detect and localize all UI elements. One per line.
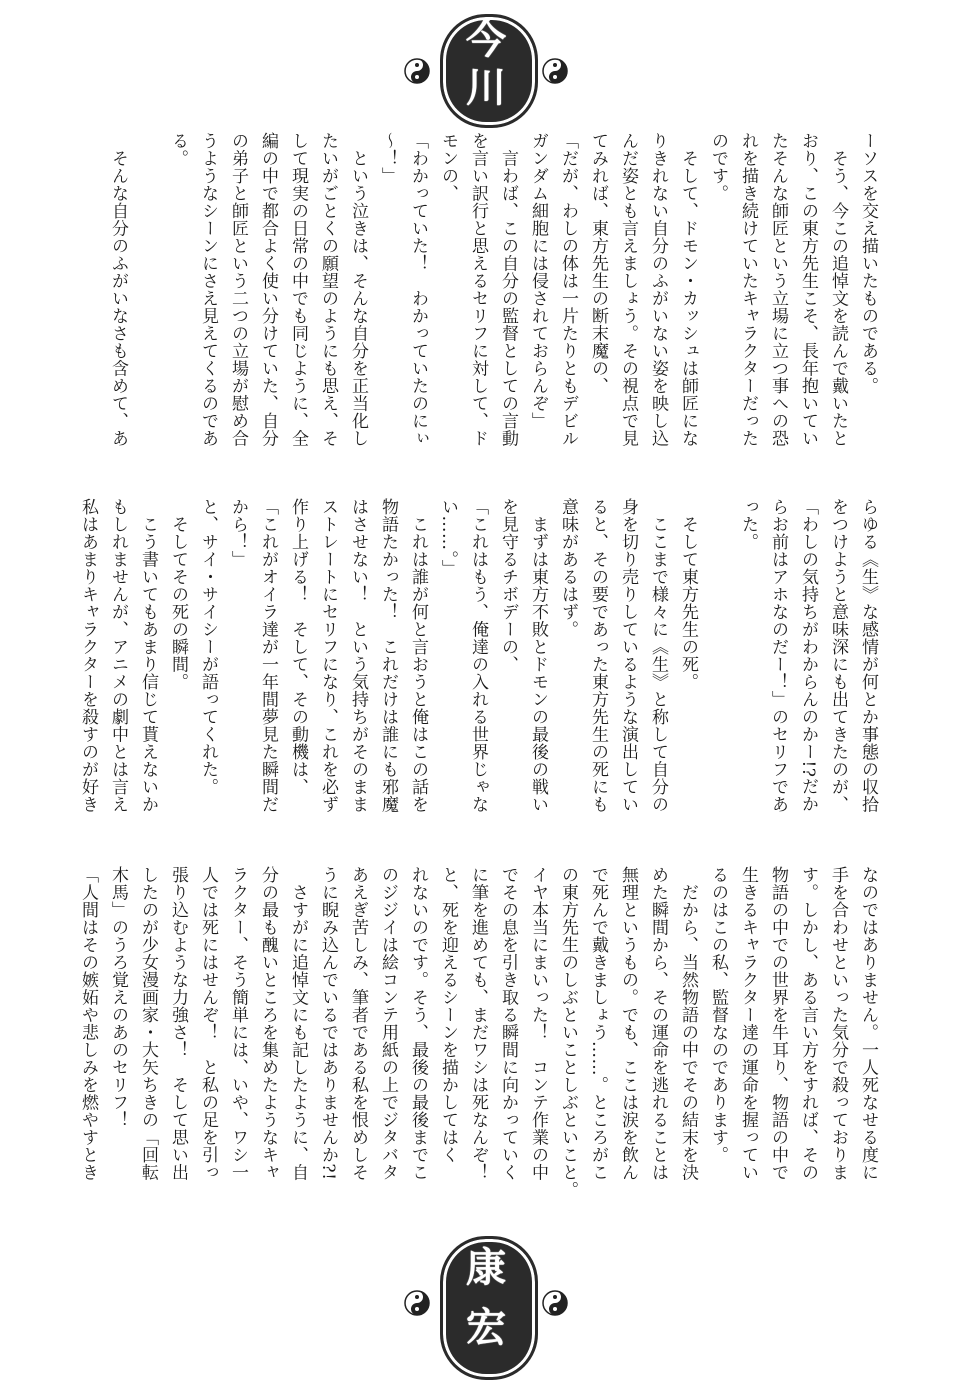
seal-char-2: 川 <box>466 65 506 111</box>
yin-yang-icon <box>542 1290 568 1316</box>
yin-yang-icon <box>542 58 568 84</box>
seal-char-1: 康 <box>466 1245 506 1291</box>
text-block-lower: なのではありません。一人死なせる度に 手を合わせといった気分で殺っておりま す。しかし、ある言い方をすれば、その 物語の中での世界を牛耳り、物語の中で 生きるキャラクター達の運命を握ってい るのはこの私、監督なのであります。 だから、当然物語の中でその結末を決 めた瞬間から、その運命を逃れることは 無理というもの。でも、ここは涙を飲ん で死んで戴きましょう……。ところがこ の東方先生のしぶといことしぶといこと。 イヤ本当にまいった！ コンテ作業の中 でその息を引き取る瞬間に向かっていく に筆を進めても、まだワシは死なんぞ！ と、死を迎えるシーンを描かしてはく れないのです。そう、最後の最後までこ のジジイは絵コンテ用紙の上でジタバタ あえぎ苦しみ、筆者である私を恨めしそ うに睨み込んでいるではありませんか?! さすがに追悼文にも記したように、自 分の最も醜いところを集めたようなキャ ラクター、そう簡単には、いや、ワシ一 人では死にはせんぞ！ と私の足を引っ 張り込むような力強さ！ そして思い出 したのが少女漫画家・大矢ちきの「回転 木馬」のうろ覚えのあのセリフ！ 「人間はその嫉妬や悲しみを燃やすとき <box>78 866 878 1199</box>
author-seal-top <box>404 10 568 130</box>
author-seal-bottom <box>404 1232 568 1382</box>
text-block-middle: らゆる《生》な感情が何とか事態の収拾 をつけようと意味深にも出てきたのが、 「わしの気持ちがわからんのかー!?だか らお前はアホなのだー！」のセリフであ った。 そして東方先生の死。 ここまで様々に《生》と称して自分の 身を切り売りしているような演出してい ると、その要であった東方先生の死にも 意味があるはず。 まずは東方不敗とドモンの最後の戦い を見守るチボデーの、 「これはもう、俺達の入れる世界じゃな い……。」 これは誰が何と言おうと俺はこの話を 物語たかった！ これだけは誰にも邪魔 はさせない！ という気持ちがそのまま ストレートにセリフになり、これを必ず 作り上げる！ そして、その動機は、 「これがオイラ達が一年間夢見た瞬間だ から！」 と、サイ・サイシーが語ってくれた。 そしてその死の瞬間。 こう書いてもあまり信じて貰えないか もしれませんが、アニメの劇中とは言え 私はあまりキャラクターを殺すのが好き <box>78 498 878 813</box>
text-block-upper: ーソスを交え描いたものである。 そう、今この追悼文を読んで戴いたと おり、この東方先生こそ、長年抱いてい たそんな師匠という立場に立つ事への恐 れを描き続けていたキャラクターだった のです。 そして、ドモン・カッシュは師匠にな りきれない自分のふがいない姿を映し込 んだ姿とも言えましょう。その視点で見 てみれば、東方先生の断末魔の、 「だが、わしの体は一片たりともデビル ガンダム細胞には侵されておらんぞ」 言わば、この自分の監督としての言動 を言い訳行と思えるセリフに対して、ド モンの、 「わかっていた！ わかっていたのにぃ 〜！」 という泣きは、そんな自分を正当化し たいがごとくの願望のようにも思え、そ して現実の日常の中でも同じように、全 編の中で都合よく使い分けていた、自分 の弟子と師匠という二つの立場が慰め合 うようなシーンにさえ見えてくるのであ る。 そんな自分のふがいなさも含めて、あ <box>108 132 878 447</box>
seal-char-1: 今 <box>466 17 506 63</box>
seal-char-2: 宏 <box>466 1305 506 1351</box>
